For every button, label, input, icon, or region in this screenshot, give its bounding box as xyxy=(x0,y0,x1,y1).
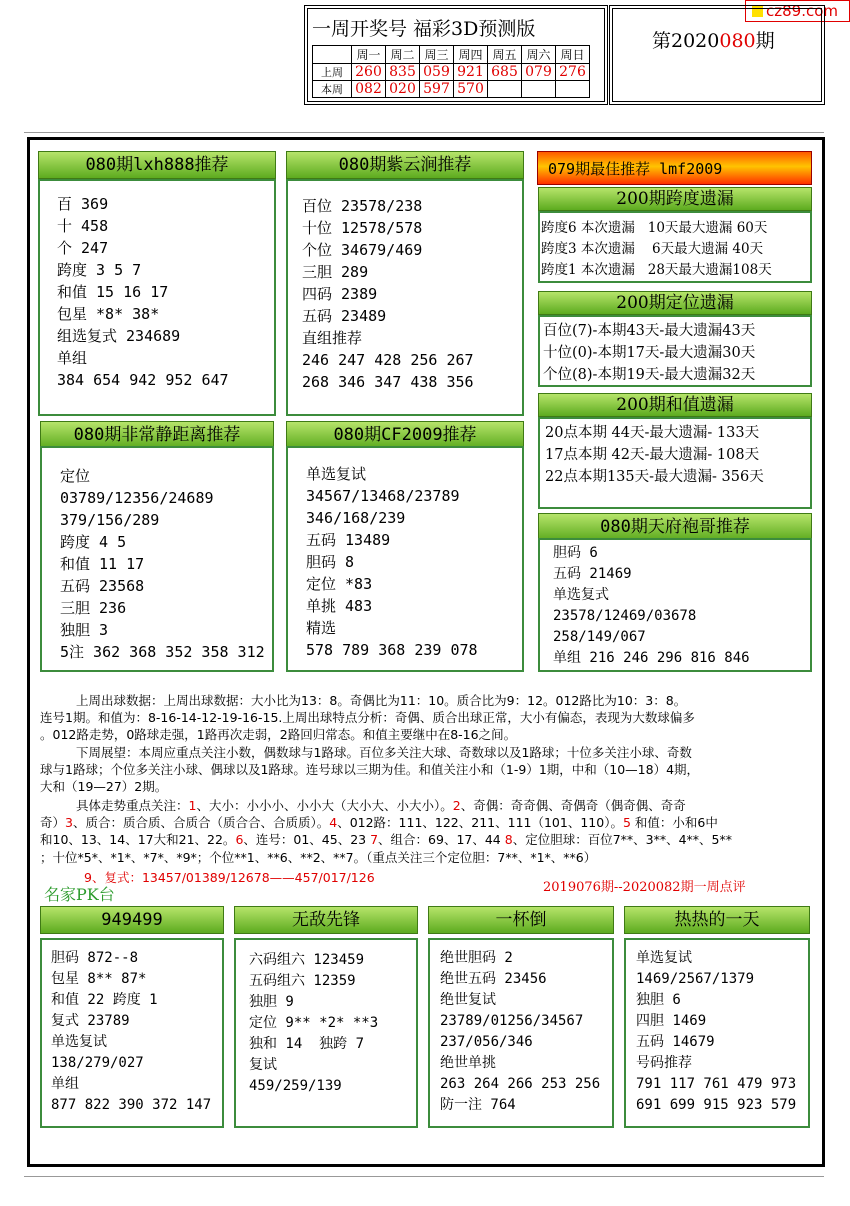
list-item: 号码推荐 xyxy=(636,1055,692,1071)
list-item: 23578/12469/03678 xyxy=(553,608,697,624)
list-item: 03789/12356/24689 xyxy=(60,489,214,507)
panel-sum-omission-text xyxy=(545,422,764,488)
analysis-next-week-cont: 球与1路球；个位多关注小球、偶球以及1路球。连号球以三期为佳。和值关注小和（1-9）1期，中和（10—18）4期， xyxy=(40,762,700,777)
list-item: 和值 11 17 xyxy=(60,555,145,573)
analysis-compound: 9、复式：13457/01389/12678——457/017/126 xyxy=(84,870,375,885)
list-item: 五码 23489 xyxy=(302,307,387,325)
list-item: 三胆 289 xyxy=(302,263,369,281)
list-item: 防一注 764 xyxy=(440,1097,516,1113)
list-item: 691 699 915 923 579 xyxy=(636,1097,797,1113)
list-item: 百 369 xyxy=(57,195,109,213)
focus-item: 奇） xyxy=(40,815,66,830)
period-box xyxy=(612,8,822,102)
table-cell xyxy=(522,81,556,98)
row-label-last-week: 上周 xyxy=(313,64,352,81)
table-row xyxy=(313,64,590,81)
focus-item: 、质合：质合质、合质合（质合合、合质质）。 xyxy=(72,815,330,830)
list-item: 17点本期 42天-最大遗漏- 108天 xyxy=(545,447,760,463)
list-item: 三胆 236 xyxy=(60,599,127,617)
list-item: 百位(7)-本期43天-最大遗漏43天 xyxy=(543,323,756,339)
focus-item: 、大小：小小小、小小大（大小大、小大小）。 xyxy=(196,798,453,813)
list-item: 237/056/346 xyxy=(440,1034,533,1050)
table-cell: 周日 xyxy=(556,46,590,64)
table-cell: 835 xyxy=(386,64,420,81)
weekly-draw-title: 一周开奖号 福彩3D预测版 xyxy=(312,18,536,40)
analysis-next-week-cont2: 大和（19—27）2期。 xyxy=(40,779,168,794)
list-item: 20点本期 44天-最大遗漏- 133天 xyxy=(545,425,760,441)
focus-item: 、组合：69、17、44 xyxy=(378,832,505,847)
list-item: 包星 8** 87* xyxy=(51,971,147,987)
list-item: 独和 14 独跨 7 xyxy=(249,1036,365,1052)
table-cell: 周二 xyxy=(386,46,420,64)
focus-num: 4 xyxy=(329,815,338,830)
focus-num: 6 xyxy=(235,832,244,847)
list-item: 组选复式 234689 xyxy=(57,327,181,345)
panel-span-omission-title: 200期跨度遗漏 xyxy=(538,187,812,211)
list-item: 四码 2389 xyxy=(302,285,378,303)
focus-item: 、012路：111、122、211、111（101、110）。 xyxy=(337,815,623,830)
analysis-focus-cont xyxy=(40,814,812,831)
list-item: 258/149/067 xyxy=(553,629,646,645)
panel-tianfu-title: 080期天府袍哥推荐 xyxy=(538,513,812,541)
list-item: 定位 9** *2* **3 xyxy=(249,1015,379,1031)
list-item: 单选复试 xyxy=(306,465,367,483)
table-cell: 685 xyxy=(488,64,522,81)
table-cell: 周一 xyxy=(352,46,386,64)
pk-section-label: 名家PK台 xyxy=(44,885,115,904)
table-row xyxy=(313,81,590,98)
panel-span-omission-text xyxy=(541,218,772,281)
list-item: 246 247 428 256 267 xyxy=(302,351,474,369)
table-cell: 921 xyxy=(454,64,488,81)
panel-ziyunjian-text xyxy=(302,195,474,393)
list-item: 绝世胆码 2 xyxy=(440,950,513,966)
table-cell xyxy=(556,81,590,98)
panel-sum-omission-title: 200期和值遗漏 xyxy=(538,393,812,417)
panel-949499-text xyxy=(51,948,211,1116)
list-item: 单组 216 246 296 816 846 xyxy=(553,650,750,666)
list-item: 个位 34679/469 xyxy=(302,241,423,259)
list-item: 单挑 483 xyxy=(306,597,373,615)
table-cell: 周四 xyxy=(454,46,488,64)
list-item: 独胆 3 xyxy=(60,621,109,639)
table-cell xyxy=(313,46,352,64)
list-item: 胆码 6 xyxy=(553,545,598,561)
period-label xyxy=(652,26,775,53)
focus-item: 、定位胆球：百位7**、3**、4**、5** xyxy=(512,832,733,847)
list-item: 578 789 368 239 078 xyxy=(306,641,478,659)
list-item: 791 117 761 479 973 xyxy=(636,1076,797,1092)
analysis-next-week: 下周展望：本周应重点关注小数，偶数球与1路球。百位多关注大球、奇数球以及1路球；十位多关注小球、奇数 xyxy=(76,745,692,760)
list-item: 绝世复试 xyxy=(440,992,496,1008)
list-item: 5注 362 368 352 358 312 xyxy=(60,643,265,661)
list-item: 五码 14679 xyxy=(636,1034,715,1050)
list-item: 1469/2567/1379 xyxy=(636,971,755,987)
list-item: 23789/01256/34567 xyxy=(440,1013,584,1029)
table-cell: 周三 xyxy=(420,46,454,64)
list-item: 五码组六 12359 xyxy=(249,973,356,989)
list-item: 四胆 1469 xyxy=(636,1013,707,1029)
logo-text: cz89.com xyxy=(766,2,839,20)
panel-jingjuli-title: 080期非常静距离推荐 xyxy=(40,421,274,449)
list-item: 34567/13468/23789 xyxy=(306,487,460,505)
panel-lxh888-text xyxy=(57,193,229,391)
list-item: 跨度 3 5 7 xyxy=(57,261,142,279)
list-item: 单选复试 xyxy=(636,950,692,966)
list-item: 384 654 942 952 647 xyxy=(57,371,229,389)
list-item: 直组推荐 xyxy=(302,329,363,347)
focus-item: 和值：小和6中 xyxy=(630,815,718,830)
table-cell: 082 xyxy=(352,81,386,98)
list-item: 复式 23789 xyxy=(51,1013,130,1029)
analysis-last-week-cont: 连号1期。和值为：8-16-14-12-19-16-15.上周出球特点分析：奇偶、质合出球正常，大小有偏态，表现为大数球偏多 xyxy=(40,710,695,725)
focus-item: 、连号：01、45、23 xyxy=(243,832,371,847)
list-item: 定位 *83 xyxy=(306,575,373,593)
table-cell: 276 xyxy=(556,64,590,81)
divider xyxy=(24,1176,824,1177)
focus-num: 3 xyxy=(65,815,73,830)
list-item: 单组 xyxy=(51,1076,79,1092)
list-item: 十位 12578/578 xyxy=(302,219,423,237)
list-item: 跨度6 本次遗漏 10天最大遗漏 60天 xyxy=(541,220,768,236)
list-item: 包星 *8* 38* xyxy=(57,305,160,323)
table-cell: 059 xyxy=(420,64,454,81)
table-cell: 周五 xyxy=(488,46,522,64)
list-item: 独胆 9 xyxy=(249,994,294,1010)
table-cell: 079 xyxy=(522,64,556,81)
focus-intro: 具体走势重点关注： xyxy=(76,798,189,813)
list-item: 胆码 8 xyxy=(306,553,355,571)
list-item: 346/168/239 xyxy=(306,509,406,527)
week-review-label: 2019076期--2020082期一周点评 xyxy=(543,880,746,895)
list-item: 268 346 347 438 356 xyxy=(302,373,474,391)
list-item: 个位(8)-本期19天-最大遗漏32天 xyxy=(543,367,756,383)
list-item: 和值 22 跨度 1 xyxy=(51,992,158,1008)
table-cell: 260 xyxy=(352,64,386,81)
panel-cf2009-title: 080期CF2009推荐 xyxy=(286,421,524,449)
list-item: 跨度1 本次遗漏 28天最大遗漏108天 xyxy=(541,262,772,278)
list-item: 绝世单挑 xyxy=(440,1055,496,1071)
panel-rere-title: 热热的一天 xyxy=(624,906,810,934)
list-item: 五码 13489 xyxy=(306,531,391,549)
list-item: 五码 23568 xyxy=(60,577,145,595)
focus-item: 、奇偶：奇奇偶、奇偶奇（偶奇偶、奇奇 xyxy=(460,798,686,813)
table-cell: 020 xyxy=(386,81,420,98)
analysis-focus-cont3: ；十位*5*、*1*、*7*、*9*；个位**1、**6、**2、**7。（重点关注三个定位胆：7**、*1*、**6） xyxy=(40,850,597,865)
divider xyxy=(24,132,824,133)
panel-949499-title: 949499 xyxy=(40,906,224,934)
table-cell: 周六 xyxy=(522,46,556,64)
panel-wudi-text xyxy=(249,950,378,1097)
period-number: 080 xyxy=(719,30,756,52)
focus-item: 和10、13、14、17大和21、22。 xyxy=(40,832,236,847)
panel-wudi-title: 无敌先锋 xyxy=(234,906,418,934)
table-cell xyxy=(488,81,522,98)
analysis-focus xyxy=(40,797,812,814)
panel-lxh888-title: 080期lxh888推荐 xyxy=(38,151,276,179)
panel-position-omission-title: 200期定位遗漏 xyxy=(538,291,812,315)
focus-num: 8 xyxy=(504,832,513,847)
list-item: 跨度 4 5 xyxy=(60,533,127,551)
list-item: 379/156/289 xyxy=(60,511,160,529)
list-item: 和值 15 16 17 xyxy=(57,283,169,301)
panel-ziyunjian-title: 080期紫云涧推荐 xyxy=(286,151,524,179)
list-item: 精选 xyxy=(306,619,337,637)
panel-yibeidao-title: 一杯倒 xyxy=(428,906,614,934)
focus-num: 5 xyxy=(622,815,631,830)
panel-tianfu-text xyxy=(553,543,750,669)
table-cell: 597 xyxy=(420,81,454,98)
weekly-draw-table xyxy=(312,45,590,98)
list-item: 877 822 390 372 147 xyxy=(51,1097,212,1113)
list-item: 胆码 872--8 xyxy=(51,950,139,966)
analysis-focus-cont2 xyxy=(40,831,812,848)
list-item: 个 247 xyxy=(57,239,109,257)
list-item: 22点本期135天-最大遗漏- 356天 xyxy=(545,469,764,485)
focus-num: 7 xyxy=(370,832,379,847)
list-item: 单选复式 xyxy=(553,587,609,603)
list-item: 跨度3 本次遗漏 6天最大遗漏 40天 xyxy=(541,241,764,257)
list-item: 五码 21469 xyxy=(553,566,632,582)
list-item: 459/259/139 xyxy=(249,1078,342,1094)
panel-lmf2009-title: 079期最佳推荐 lmf2009 xyxy=(537,151,812,185)
table-row xyxy=(313,46,590,64)
panel-position-omission-text xyxy=(543,320,755,386)
list-item: 单组 xyxy=(57,349,88,367)
period-suffix: 期 xyxy=(755,30,775,52)
list-item: 138/279/027 xyxy=(51,1055,144,1071)
table-cell: 570 xyxy=(454,81,488,98)
list-item: 百位 23578/238 xyxy=(302,197,423,215)
list-item: 定位 xyxy=(60,467,91,485)
list-item: 十位(0)-本期17天-最大遗漏30天 xyxy=(543,345,756,361)
list-item: 十 458 xyxy=(57,217,109,235)
panel-jingjuli-text xyxy=(60,465,265,663)
focus-num: 2 xyxy=(452,798,461,813)
list-item: 复试 xyxy=(249,1057,277,1073)
period-prefix: 第2020 xyxy=(652,30,720,52)
panel-rere-text xyxy=(636,948,796,1116)
row-label-this-week: 本周 xyxy=(313,81,352,98)
list-item: 绝世五码 23456 xyxy=(440,971,547,987)
focus-num: 1 xyxy=(188,798,197,813)
list-item: 独胆 6 xyxy=(636,992,681,1008)
analysis-last-week: 上周出球数据：上周出球数据：大小比为13：8。奇偶比为11：10。质合比为9：12。012路比为10：3：8。 xyxy=(76,693,687,708)
panel-yibeidao-text xyxy=(440,948,600,1116)
list-item: 六码组六 123459 xyxy=(249,952,365,968)
analysis-last-week-cont2: 。012路走势，0路球走强，1路再次走弱，2路回归常态。和值主要继中在8-16之间。 xyxy=(40,727,517,742)
panel-cf2009-text xyxy=(306,463,478,661)
list-item: 263 264 266 253 256 xyxy=(440,1076,601,1092)
list-item: 单选复试 xyxy=(51,1034,107,1050)
